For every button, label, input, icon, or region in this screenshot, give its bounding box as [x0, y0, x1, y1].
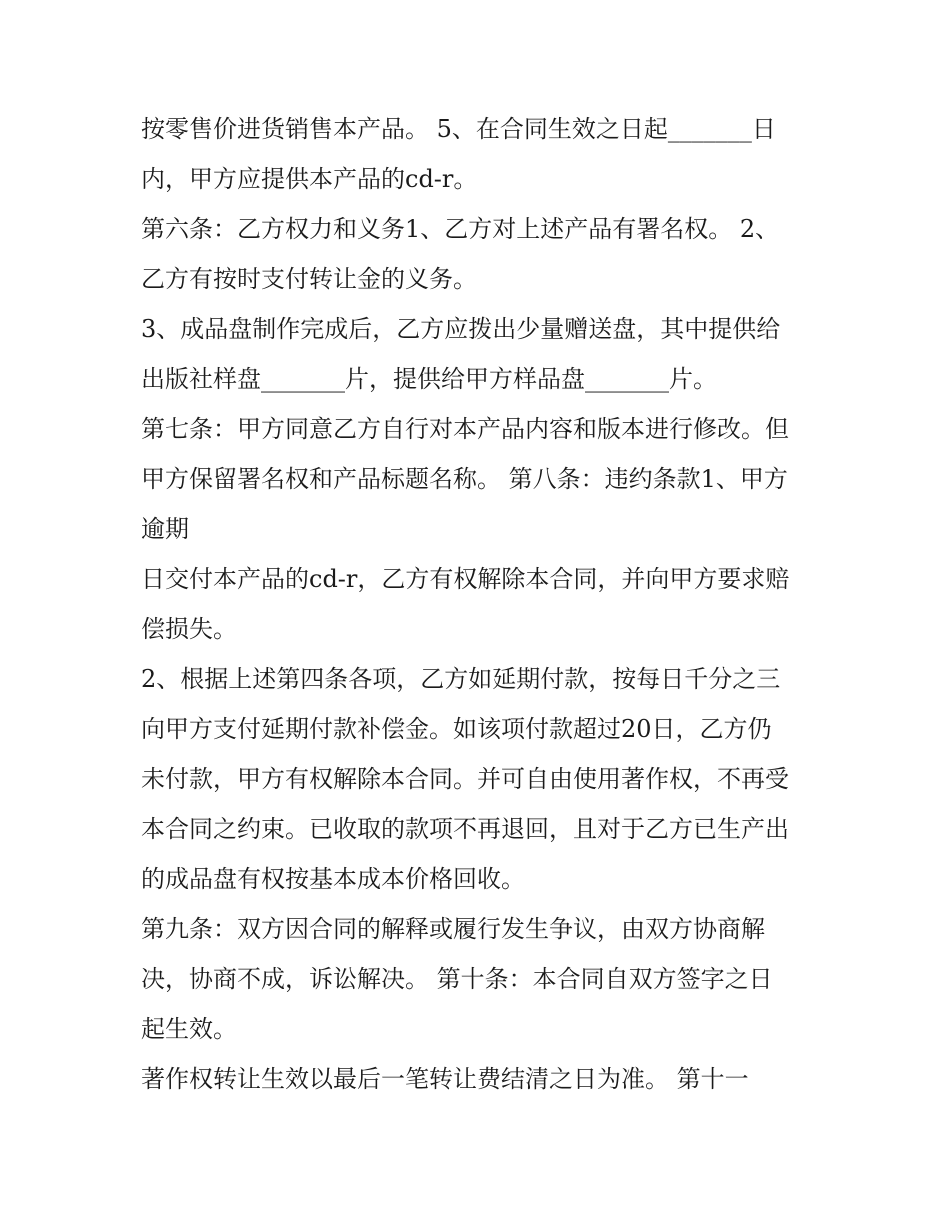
text-line: 本合同之约束。已收取的款项不再退回，且对于乙方已生产出: [141, 815, 789, 843]
text-line: 逾期: [141, 515, 189, 543]
text-line: 第九条：双方因合同的解释或履行发生争议，由双方协商解: [141, 915, 765, 943]
contract-text: [141, 104, 831, 1104]
text-line: 乙方有按时支付转让金的义务。: [141, 265, 477, 293]
text-line: 决，协商不成，诉讼解决。 第十条：本合同自双方签字之日: [141, 965, 773, 993]
text-line: 按零售价进货销售本产品。 5、在合同生效之日起_______日: [141, 115, 776, 143]
text-line: 2、根据上述第四条各项，乙方如延期付款，按每日千分之三: [141, 665, 781, 693]
text-line: 日交付本产品的cd-r，乙方有权解除本合同，并向甲方要求赔: [141, 565, 790, 593]
text-line: 内，甲方应提供本产品的cd-r。: [141, 165, 478, 193]
text-line: 向甲方支付延期付款补偿金。如该项付款超过20日，乙方仍: [141, 715, 772, 743]
text-line: 著作权转让生效以最后一笔转让费结清之日为准。 第十一: [141, 1065, 749, 1093]
text-line: 出版社样盘_______片，提供给甲方样品盘_______片。: [141, 365, 717, 393]
text-line: 3、成品盘制作完成后，乙方应拨出少量赠送盘，其中提供给: [141, 315, 781, 343]
text-line: 的成品盘有权按基本成本价格回收。: [141, 865, 525, 893]
text-line: 第六条：乙方权力和义务1、乙方对上述产品有署名权。 2、: [141, 215, 780, 243]
text-line: 第七条：甲方同意乙方自行对本产品内容和版本进行修改。但: [141, 415, 789, 443]
text-line: 甲方保留署名权和产品标题名称。 第八条：违约条款1、甲方: [141, 465, 788, 493]
text-line: 偿损失。: [141, 615, 237, 643]
text-line: 未付款，甲方有权解除本合同。并可自由使用著作权，不再受: [141, 765, 789, 793]
text-line: 起生效。: [141, 1015, 237, 1043]
